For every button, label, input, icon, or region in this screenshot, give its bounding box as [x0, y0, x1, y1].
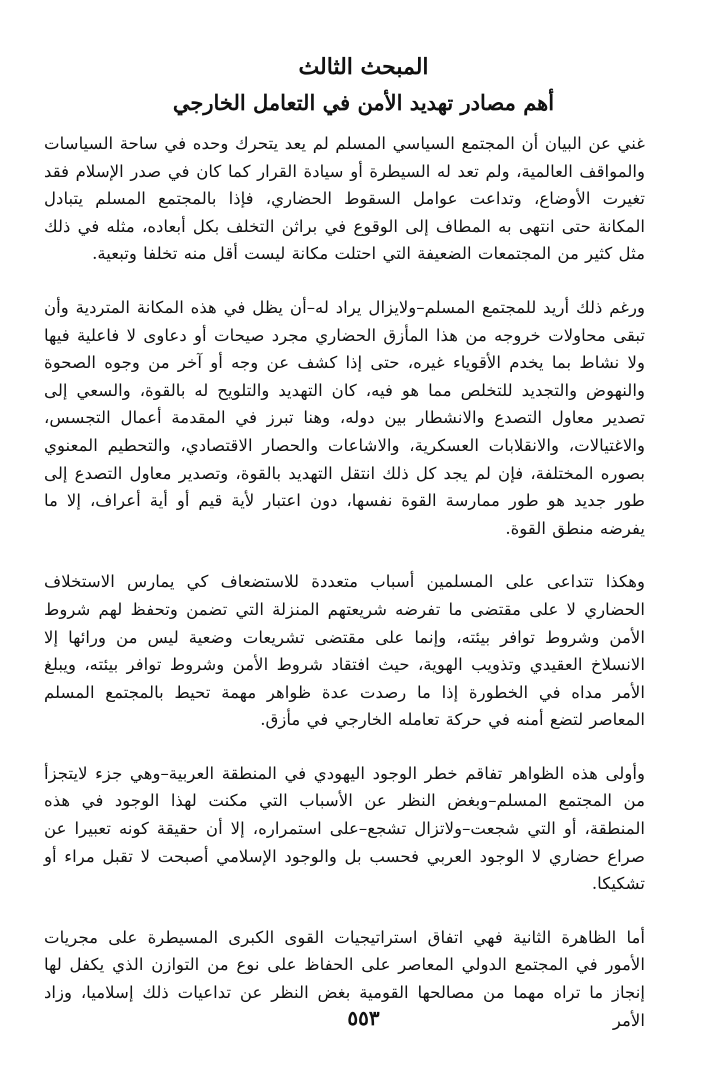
paragraph-4: وأولى هذه الظواهر تفاقم خطر الوجود اليهودي في المنطقة العربية–وهي جزء لايتجزأ من المجتمع المسلم–وبغض النظر عن الأسباب التي مكنت لهذا الوجود في هذه المنطقة، أو التي شجعت–ولاتزال تشجع–على استمراره، إلا أن حقيقة كونه تعبيرا عن صراع حضاري لا الوجود العربي فحسب بل والوجود الإسلامي أصبحت لا تقبل مراء أو تشكيكا.	[44, 763, 645, 894]
chapter-subtitle: أهم مصادر تهديد الأمن في التعامل الخارجي	[172, 90, 555, 115]
section-title: المبحث الثالث	[298, 54, 429, 80]
paragraph-2: ورغم ذلك أريد للمجتمع المسلم–ولايزال يراد له–أن يظل في هذه المكانة المتردية وأن تبقى محاولات خروجه من هذا المأزق الحضاري مجرد صيحات أو دعاوى لا فاعلية فيها ولا نشاط بما يخدم الأقوياء غيره، حتى إذا كشف عن وجه أو آخر من وجوه الصحوة والنهوض والتجديد للتخلص مما هو فيه، كان التهديد والتلويح له بالقوة، والسعي إلى تصدير معاول التصدع والانشطار بين دوله، وهنا تبرز في المقدمة أعمال التجسس، والاغتيالات، والانقلابات العسكرية، والاشاعات والحصار الاقتصادي، والتحطيم المعنوي بصوره المختلفة، فإن لم يجد كل ذلك انتقل التهديد بالقوة، وتصدير معاول التصدع إلى طور جديد هو طور ممارسة القوة نفسها، دون اعتبار لأية قيم أو أية أعراف، إلا ما يفرضه منطق القوة.	[44, 297, 645, 538]
paragraph-1: غني عن البيان أن المجتمع السياسي المسلم لم يعد يتحرك وحده في ساحة السياسات والمواقف العالمية، ولم تعد له السيطرة أو سيادة القرار كما كان في صدر الإسلام فقد تغيرت الأوضاع، وتداعت عوامل السقوط الحضاري، فإذا بالمجتمع المسلم يتبادل المكانة حتى انتهى به المطاف إلى الوقوع في براثن التخلف بكل أبعاده، مثله في ذلك مثل كثير من المجتمعات الضعيفة التي احتلت مكانة ليست أقل منه تخلفا وتبعية.	[44, 134, 645, 264]
paragraph-5: أما الظاهرة الثانية فهي اتفاق استراتيجيات القوى الكبرى المسيطرة على مجريات الأمور في المجتمع الدولي المعاصر على الحفاظ على نوع من التوازن الذي يكفل لها إنجاز ما تراه مهما من مصالحها القومية بغض النظر عن تداعيات ذلك إسلاميا، وزاد الأمر	[44, 927, 645, 1030]
body-text	[44, 130, 645, 1034]
page-number: ٥٥٣	[347, 1006, 380, 1030]
paragraph-3: وهكذا تتداعى على المسلمين أسباب متعددة للاستضعاف كي يمارس الاستخلاف الحضاري لا على مقتضى ما تفرضه شريعتهم المنزلة التي تضمن وتحفظ لهم شروط الأمن وشروط توافر بيئته، وإنما على مقتضى تشريعات وضعية ليس من ورائها إلا الانسلاخ العقيدي وتذويب الهوية، حيث افتقاد شروط الأمن وشروط توافر بيئته، ويبلغ الأمر مداه في الخطورة إذا ما رصدت عدة ظواهر مهمة تحيط بالمجتمع المسلم المعاصر لتضع أمنه في حركة تعامله الخارجي في مأزق.	[44, 572, 645, 730]
